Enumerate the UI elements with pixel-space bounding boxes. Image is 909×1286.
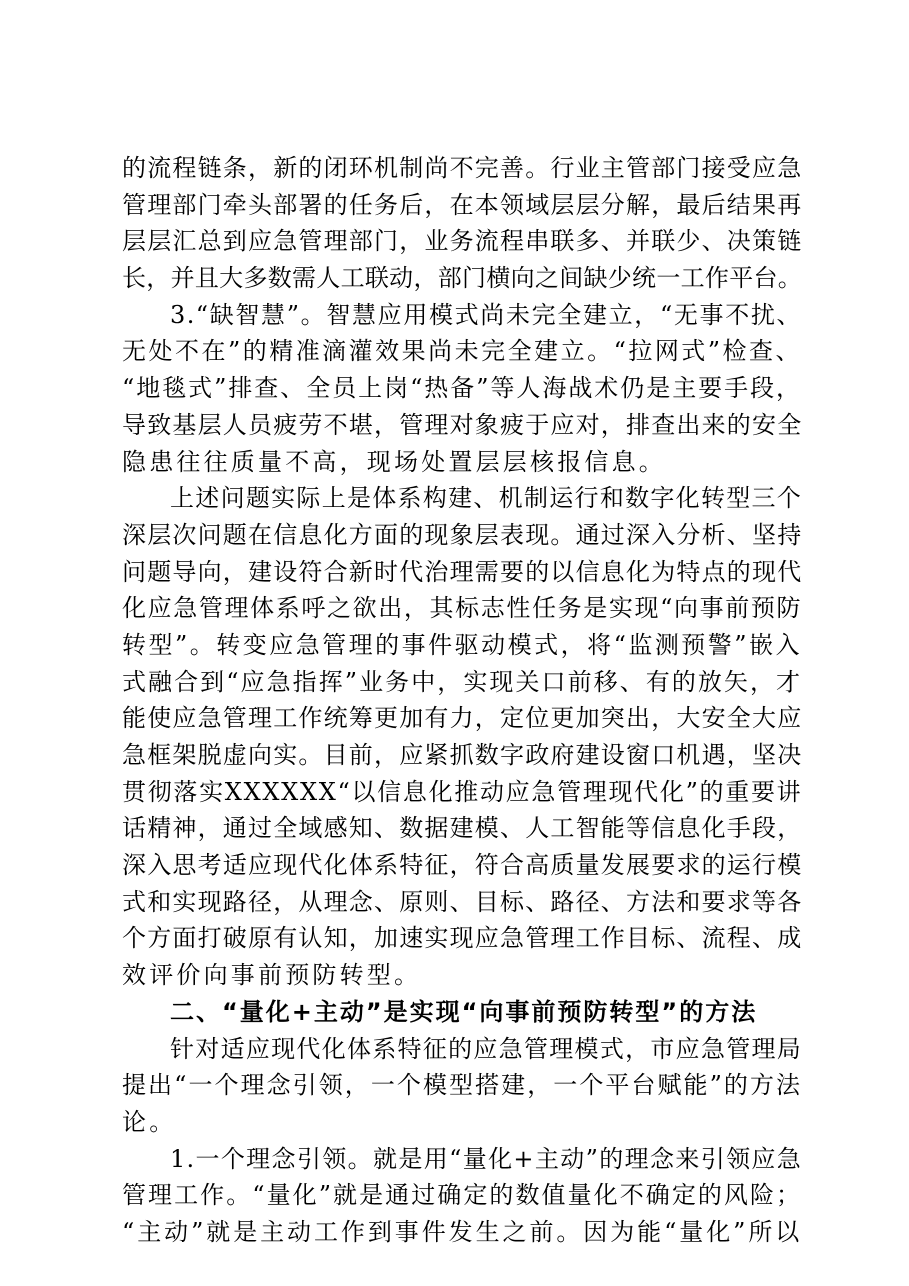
text-line: 3.“缺智慧”。智慧应用模式尚未完全建立，“无事不扰、 [170,300,802,329]
text-line: 深入思考适应现代化体系特征，符合高质量发展要求的运行模 [122,851,803,880]
text-line: 导致基层人员疲劳不堪，管理对象疲于应对，排查出来的安全 [122,410,803,439]
text-line: 的流程链条，新的闭环机制尚不完善。行业主管部门接受应急 [122,154,803,182]
text-line: 化应急管理体系呼之欲出，其标志性任务是实现“向事前预防 [122,594,802,623]
text-line: 隐患往往质量不高，现场处置层层核报信息。 [122,447,666,476]
text-line: 上述问题实际上是体系构建、机制运行和数字化转型三个 [170,484,802,513]
text-line: 转型”。转变应急管理的事件驱动模式，将“监测预警”嵌入 [122,630,802,659]
text-line: 个方面打破原有认知，加速实现应急管理工作目标、流程、成 [122,924,803,953]
text-line: 长，并且大多数需人工联动，部门横向之间缺少统一工作平台。 [122,264,802,293]
text-line: 论。 [122,1107,177,1136]
text-line: “主动”就是主动工作到事件发生之前。因为能“量化”所以 [122,1217,802,1246]
text-line: 式融合到“应急指挥”业务中，实现关口前移、有的放矢，才 [122,667,802,696]
text-line: 效评价向事前预防转型。 [122,961,422,990]
text-line: 贯彻落实XXXXXX“以信息化推动应急管理现代化”的重要讲 [122,777,803,806]
text-line: 话精神，通过全域感知、数据建模、人工智能等信息化手段， [122,814,803,843]
text-line: 管理工作。“量化”就是通过确定的数值量化不确定的风险； [122,1181,802,1210]
text-line: 管理部门牵头部署的任务后，在本领域层层分解，最后结果再 [122,190,803,219]
text-line: 深层次问题在信息化方面的现象层表现。通过深入分析、坚持 [122,520,803,549]
text-line: 提出“一个理念引领，一个模型搭建，一个平台赋能”的方法 [122,1071,802,1100]
text-line: 能使应急管理工作统筹更加有力，定位更加突出，大安全大应 [122,704,803,733]
section-heading: 二、“量化+主动”是实现“向事前预防转型”的方法 [170,997,758,1026]
text-line: 急框架脱虚向实。目前，应紧抓数字政府建设窗口机遇，坚决 [122,741,803,769]
text-line: 针对适应现代化体系特征的应急管理模式，市应急管理局 [170,1034,802,1063]
text-line: 无处不在”的精准滴灌效果尚未完全建立。“拉网式”检查、 [122,337,802,366]
document-body [122,150,802,1251]
text-line: 层层汇总到应急管理部门，业务流程串联多、并联少、决策链 [122,227,803,256]
text-line: “地毯式”排查、全员上岗“热备”等人海战术仍是主要手段， [122,374,802,403]
text-line: 1.一个理念引领。就是用“量化+主动”的理念来引领应急 [170,1144,802,1173]
text-line: 问题导向，建设符合新时代治理需要的以信息化为特点的现代 [122,557,803,586]
text-line: 式和实现路径，从理念、原则、目标、路径、方法和要求等各 [122,887,803,916]
